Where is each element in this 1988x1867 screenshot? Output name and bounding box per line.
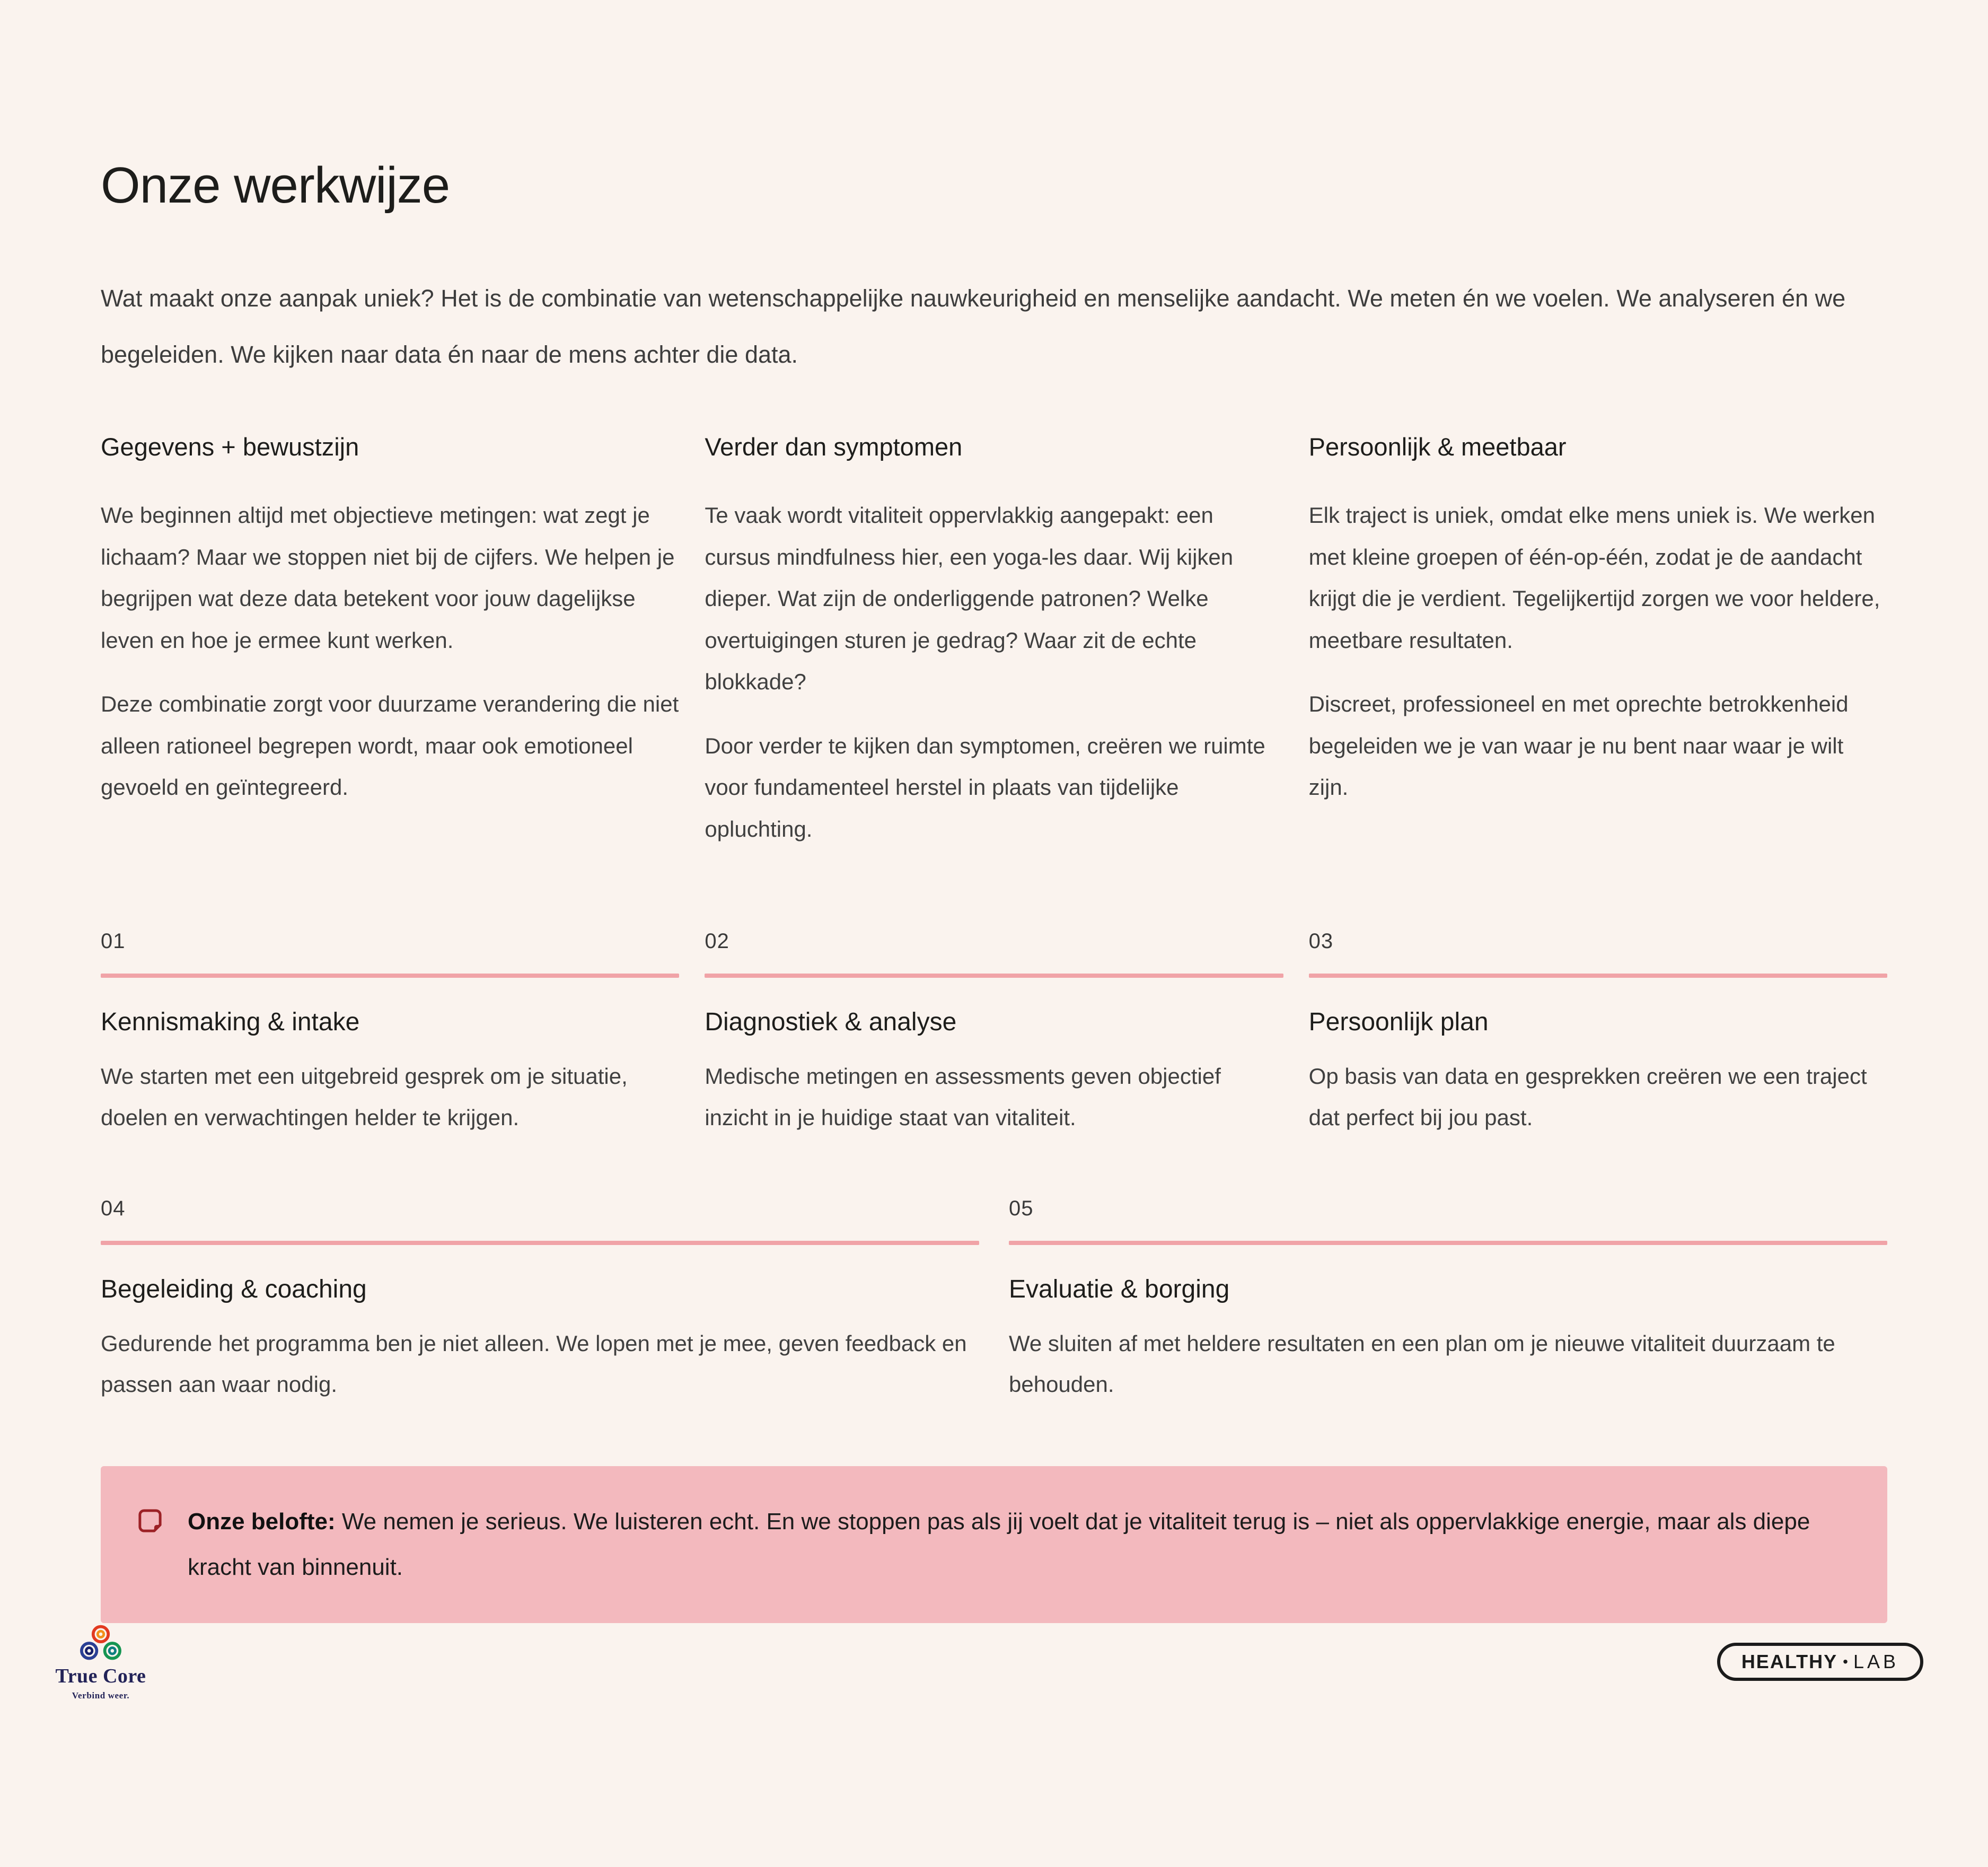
step-title: Persoonlijk plan [1308,1008,1489,1037]
step-number: 02 [705,930,729,953]
page-title: Onze werkwijze [101,157,450,214]
note-icon [136,1506,164,1535]
promise-body: We nemen je serieus. We luisteren echt. En we stoppen pas als jij voelt dat je vitaliteit terug is – niet als oppervlakkige energie, maar als diepe kracht van binnenuit. [188,1508,1810,1580]
pillar-title: Gegevens + bewustzijn [101,432,359,461]
footer [42,1623,1923,1701]
healthylab-bold-text: HEALTHY [1741,1651,1838,1673]
steps-row-2 [101,1197,1887,1405]
step-description: Medische metingen en assessments geven objectief inzicht in je huidige staat van vitaliteit. [705,1064,1221,1130]
promise-callout [101,1466,1887,1623]
pillars-section [101,431,1887,850]
triskelion-icon [42,1623,159,1663]
pillar-title: Persoonlijk & meetbaar [1308,432,1567,461]
step-title: Diagnostiek & analyse [705,1008,957,1037]
step-05 [1009,1197,1887,1405]
step-01 [101,930,679,1138]
healthylab-light-text: LAB [1853,1651,1899,1673]
promise-label: Onze belofte: [188,1508,336,1535]
step-description: Op basis van data en gesprekken creëren we een traject dat perfect bij jou past. [1308,1064,1867,1130]
step-rule [101,1241,979,1245]
pillar-paragraph: Door verder te kijken dan symptomen, creëren we ruimte voor fundamenteel herstel in plaats van tijdelijke opluchting. [705,733,1265,842]
step-rule [705,974,1283,978]
step-title: Kennismaking & intake [101,1008,360,1037]
step-03 [1309,930,1887,1138]
promise-text [188,1499,1852,1590]
step-description: We sluiten af met heldere resultaten en een plan om je nieuwe vitaliteit duurzaam te behouden. [1009,1330,1835,1397]
step-04 [101,1197,979,1405]
pillar-gegevens-bewustzijn [101,431,679,850]
steps-row-1 [101,930,1887,1138]
step-number: 01 [101,930,126,953]
true-core-logo [42,1623,159,1701]
healthylab-dot-icon: • [1843,1653,1848,1670]
pillar-paragraph: Deze combinatie zorgt voor duurzame verandering die niet alleen rationeel begrepen wordt, maar ook emotioneel gevoeld en geïntegreerd. [101,691,679,800]
step-title: Begeleiding & coaching [101,1275,367,1303]
step-rule [101,974,679,978]
pillar-paragraph: Elk traject is uniek, omdat elke mens uniek is. We werken met kleine groepen of één-op-één, zodat je de aandacht krijgt die je verdient. Tegelijkertijd zorgen we voor heldere, meetbare resultaten. [1308,502,1880,653]
pillar-paragraph: Te vaak wordt vitaliteit oppervlakkig aangepakt: een cursus mindfulness hier, een yoga-les daar. Wij kijken dieper. Wat zijn de onderliggende patronen? Welke overtuigingen sturen je gedrag? Waar zit de echte blokkade? [705,502,1234,695]
pillar-persoonlijk-meetbaar [1309,431,1887,850]
true-core-tagline: Verbind weer. [72,1690,130,1701]
healthylab-badge [1717,1643,1923,1681]
pillar-verder-dan-symptomen [705,431,1283,850]
intro-text: Wat maakt onze aanpak uniek? Het is de combinatie van wetenschappelijke nauwkeurigheid en menselijke aandacht. We meten én we voelen. We analyseren én we begeleiden. We kijken naar data én naar de mens achter die data. [101,285,1846,369]
step-02 [705,930,1283,1138]
step-rule [1309,974,1887,978]
pillar-paragraph: We beginnen altijd met objectieve metingen: wat zegt je lichaam? Maar we stoppen niet bij de cijfers. We helpen je begrijpen wat deze data betekent voor jouw dagelijkse leven en hoe je ermee kunt werken. [101,502,675,653]
step-description: Gedurende het programma ben je niet alleen. We lopen met je mee, geven feedback en passen aan waar nodig. [101,1330,967,1397]
step-title: Evaluatie & borging [1009,1275,1230,1303]
step-rule [1009,1241,1887,1245]
pillar-title: Verder dan symptomen [705,432,963,461]
true-core-name: True Core [55,1664,146,1687]
step-number: 05 [1009,1196,1034,1220]
step-number: 04 [101,1196,126,1220]
pillar-paragraph: Discreet, professioneel en met oprechte betrokkenheid begeleiden we je van waar je nu bent naar waar je wilt zijn. [1308,691,1849,800]
step-number: 03 [1308,930,1334,953]
step-description: We starten met een uitgebreid gesprek om je situatie, doelen en verwachtingen helder te krijgen. [101,1064,628,1130]
